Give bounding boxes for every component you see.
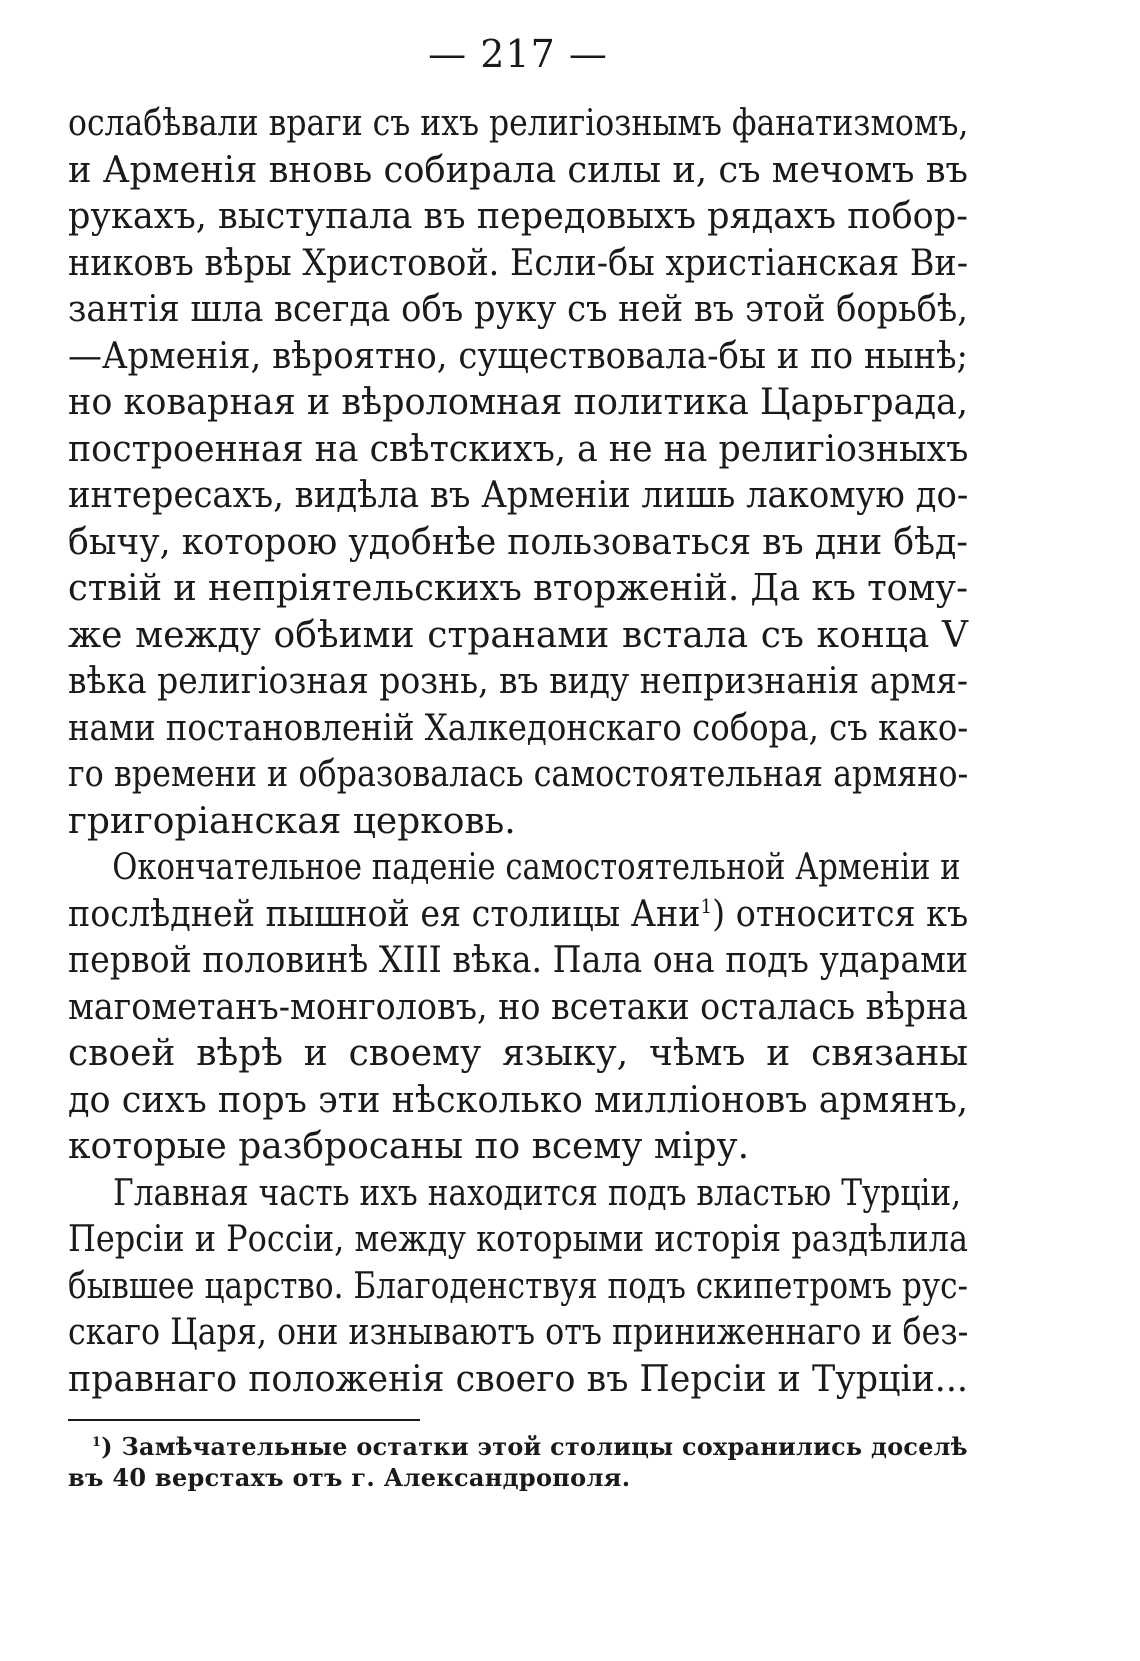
page-content	[68, 30, 968, 1493]
text-segment: послѣдней пышной ея столицы Ани	[68, 893, 701, 935]
text-segment: ) относится къ	[712, 893, 969, 935]
footnote-line	[68, 1431, 968, 1462]
text-line: и Арменія вновь собирала силы и, съ мечомъ въ	[68, 149, 968, 191]
text-line: построенная на свѣтскихъ, а не на религіозныхъ	[68, 428, 969, 470]
paragraph-1	[68, 101, 968, 845]
text-line: григоріанская церковь.	[68, 800, 516, 842]
text-line: первой половинѣ XIII вѣка. Пала она подъ ударами	[68, 940, 969, 982]
footnote-number: 1	[91, 1435, 102, 1451]
footnote	[68, 1431, 968, 1493]
text-line: ослабѣвали враги съ ихъ религіознымъ фанатизмомъ,	[68, 103, 969, 145]
text-line: до сихъ поръ эти нѣсколько милліоновъ армянъ,	[68, 1079, 968, 1121]
text-line: магометанъ-монголовъ, но всетаки осталась вѣрна	[68, 986, 968, 1028]
text-line: зантія шла всегда объ руку съ ней въ этой борьбѣ,	[68, 289, 968, 331]
text-line: нами постановленій Халкедонскаго собора, съ како-	[68, 707, 969, 749]
text-line: бывшее царство. Благоденствуя подъ скипетромъ рус-	[68, 1265, 969, 1307]
text-line: скаго Царя, они изнываютъ отъ приниженнаго и без-	[68, 1312, 969, 1354]
text-line: го времени и образовалась самостоятельная армяно-	[68, 754, 969, 796]
text-line: интересахъ, видѣла въ Арменіи лишь лакомую до-	[68, 475, 969, 517]
text-line: Окончательное паденіе самостоятельной Арменіи и	[112, 847, 961, 889]
text-line: правнаго положенія своего въ Персіи и Турціи...	[68, 1358, 968, 1400]
text-line: вѣка религіозная рознь, въ виду непризнанія армя-	[68, 661, 969, 703]
text-line: же между обѣими странами встала съ конца V	[68, 614, 968, 656]
footnote-marker[interactable]: 1	[700, 894, 713, 918]
paragraph-2	[68, 845, 968, 1171]
text-line: своей вѣрѣ и своему языку, чѣмъ и связаны	[68, 1033, 968, 1075]
footnote-line: въ 40 верстахъ отъ г. Александрополя.	[68, 1463, 631, 1493]
text-line: ствій и непріятельскихъ вторженій. Да къ тому-	[68, 568, 969, 610]
text-line-with-footnote	[68, 892, 968, 939]
text-line: бычу, которою удобнѣе пользоваться въ дни бѣд-	[68, 521, 968, 563]
paragraph-3	[68, 1171, 968, 1404]
text-line: но коварная и вѣроломная политика Царьграда,	[68, 382, 968, 424]
text-line: которые разбросаны по всему міру.	[68, 1126, 750, 1168]
text-line: никовъ вѣры Христовой. Если-бы христіанская Ви-	[68, 242, 969, 284]
text-line: Персіи и Россіи, между которыми исторія раздѣлила	[68, 1219, 969, 1261]
text-line: —Арменія, вѣроятно, существовала-бы и по нынѣ;	[68, 335, 968, 377]
footnote-divider	[68, 1419, 420, 1421]
text-line: Главная часть ихъ находится подъ властью Турціи,	[113, 1172, 962, 1214]
page-number: — 217 —	[428, 32, 608, 76]
text-line: рукахъ, выступала въ передовыхъ рядахъ побор-	[68, 196, 968, 238]
footnote-text: ) Замѣчательные остатки этой столицы сохранились доселѣ	[101, 1432, 968, 1462]
